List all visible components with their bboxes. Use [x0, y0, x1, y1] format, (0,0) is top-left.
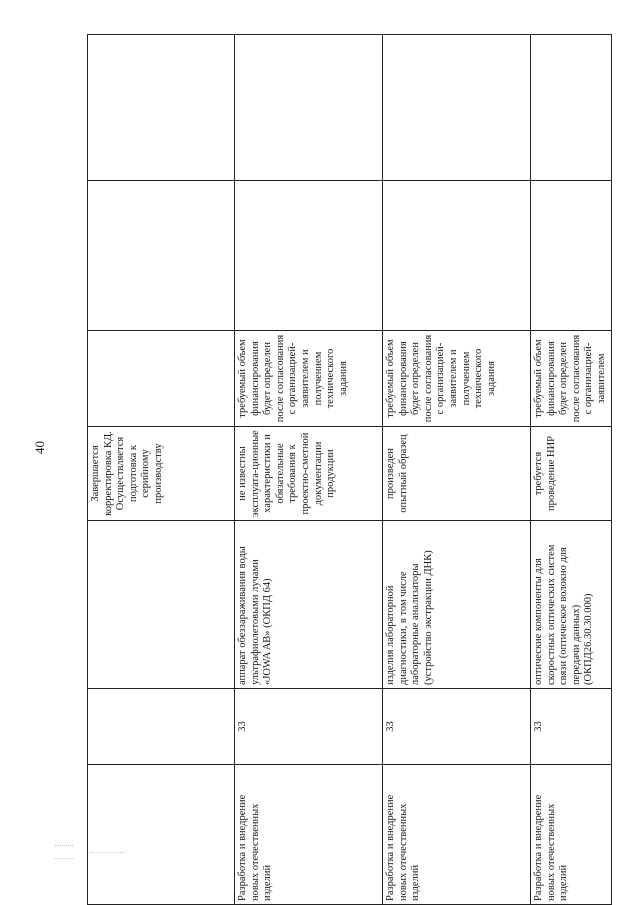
- header-cell: [88, 35, 235, 181]
- header-cell: [88, 521, 235, 689]
- header-row: [88, 35, 235, 905]
- empty-cell: [383, 181, 531, 331]
- product-cell: изделия лабораторной диагностики, в том числе лабораторные анализаторы (устройство экстракции ДНК): [383, 521, 531, 689]
- header-cell: [88, 689, 235, 765]
- scan-artifact: [55, 845, 73, 859]
- page-number: 40: [32, 441, 47, 454]
- table-row: [531, 35, 612, 905]
- empty-cell: [531, 181, 612, 331]
- code-cell: 33: [235, 689, 383, 765]
- product-cell: оптические компоненты для скоростных оптических систем связи (оптическое волокно для передачи данных) (ОКПД26.30.30.000): [531, 521, 612, 689]
- empty-cell: [531, 35, 612, 181]
- status-cell: не известны эксплуата-ционные характеристики и обязательные требования к проектно-сметной документации продукции: [235, 427, 383, 521]
- code-cell: 33: [383, 689, 531, 765]
- code-cell: 33: [531, 689, 612, 765]
- direction-cell: Разработка и внедрение новых отечественных изделий: [531, 765, 612, 905]
- header-cell-status: Завершается корректировка КД. Осуществляется подготовка к серийному производству: [88, 427, 235, 521]
- table-row: [383, 35, 531, 905]
- header-cell: [88, 765, 235, 905]
- projects-table: [87, 34, 612, 905]
- rotated-table-sheet: [87, 35, 607, 905]
- direction-cell: Разработка и внедрение новых отечественных изделий: [235, 765, 383, 905]
- empty-cell: [235, 35, 383, 181]
- header-cell: [88, 181, 235, 331]
- financing-cell: требуемый объем финансирования будет определен после согласования с организацией-заявителем: [531, 331, 612, 427]
- header-cell: [88, 331, 235, 427]
- status-cell: требуется проведение НИР: [531, 427, 612, 521]
- empty-cell: [383, 35, 531, 181]
- empty-cell: [235, 181, 383, 331]
- table-row: [235, 35, 383, 905]
- financing-cell: требуемый объем финансирования будет определен после согласования с организацией-заявителем и получением технического задания: [235, 331, 383, 427]
- product-cell: аппарат обеззараживания воды ультрафиолетовыми лучами «JOWA AB» (ОКПД 64): [235, 521, 383, 689]
- financing-cell: требуемый объем финансирования будет определен после согласования с организацией-заявителем и получением технического задания: [383, 331, 531, 427]
- direction-cell: Разработка и внедрение новых отечественных изделий: [383, 765, 531, 905]
- status-cell: произведен опытный образец: [383, 427, 531, 521]
